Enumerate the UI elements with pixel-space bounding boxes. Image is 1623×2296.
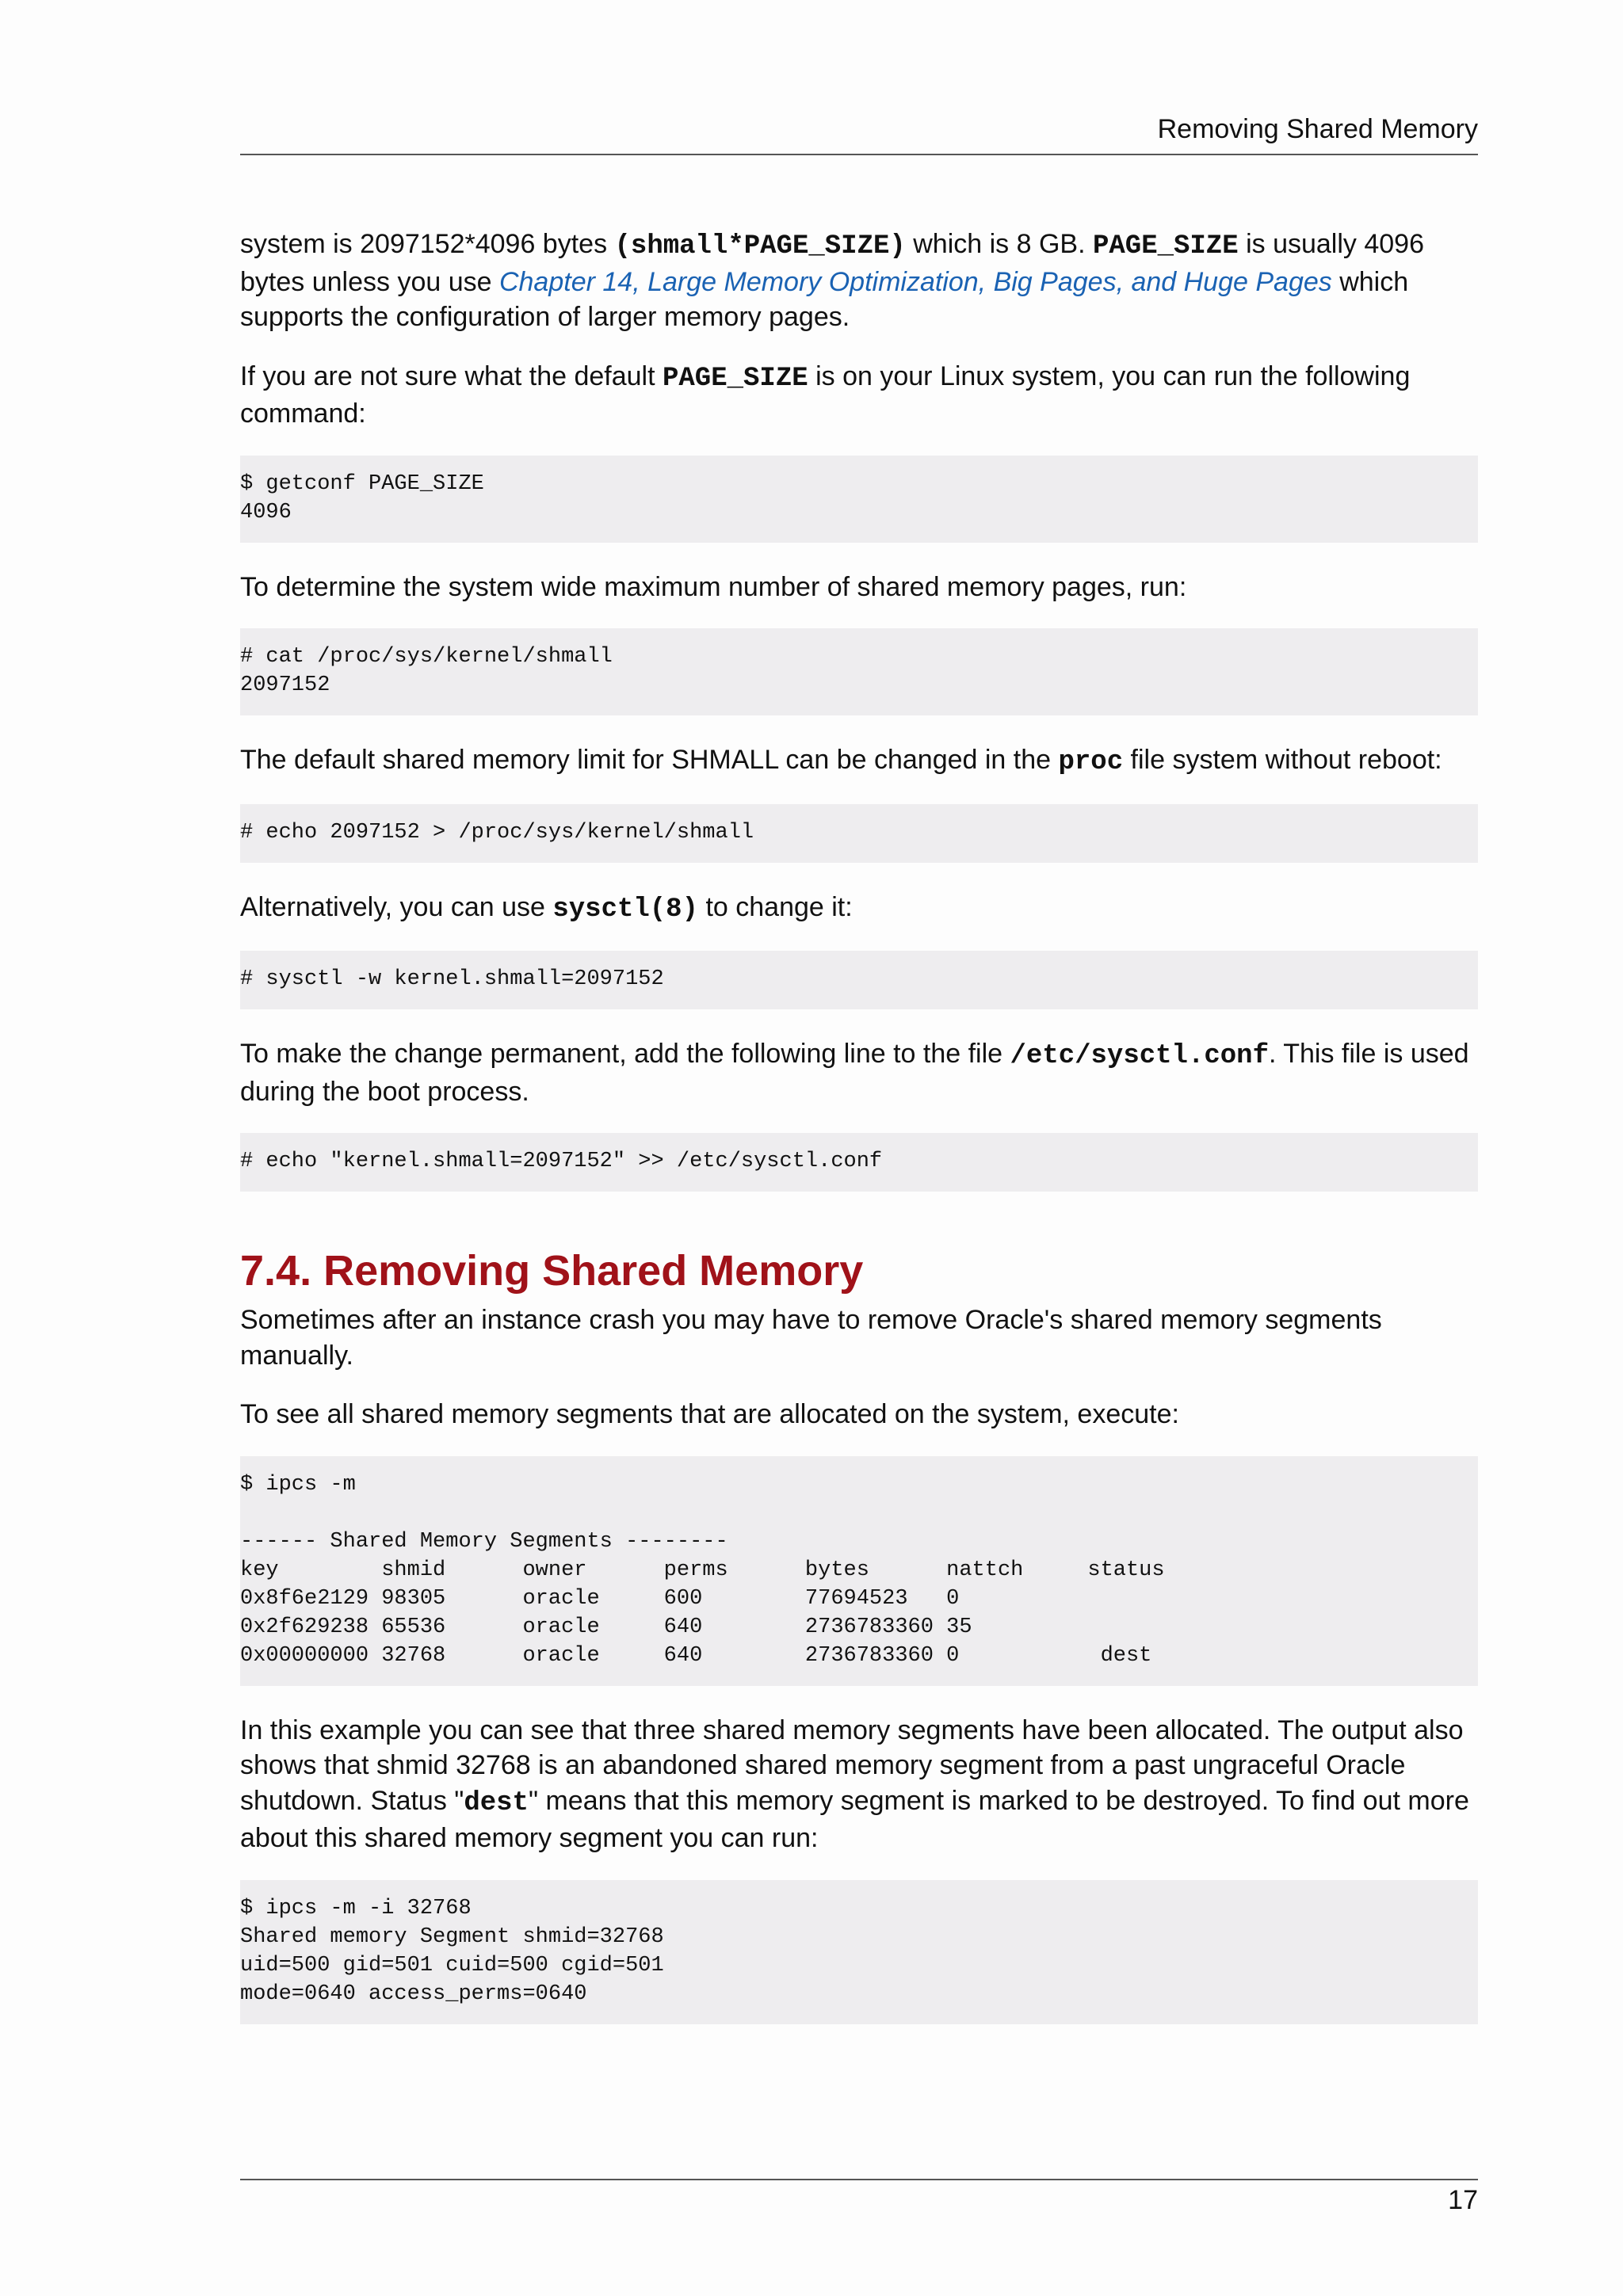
text: " means that this memory segment is marked to be destroyed. To find out more about this shared memory segment you can run: bbox=[240, 1785, 1469, 1853]
text: The default shared memory limit for SHMALL can be changed in the bbox=[240, 745, 1059, 775]
running-header: Removing Shared Memory bbox=[1157, 114, 1478, 144]
text: to change it: bbox=[698, 891, 853, 922]
paragraph-proc bbox=[240, 742, 1478, 780]
section-heading: 7.4. Removing Shared Memory bbox=[240, 1247, 864, 1295]
header-rule bbox=[240, 154, 1478, 155]
text: Alternatively, you can use bbox=[240, 891, 553, 922]
inline-code: PAGE_SIZE bbox=[1092, 231, 1239, 261]
text: file system without reboot: bbox=[1123, 745, 1442, 775]
inline-code: sysctl(8) bbox=[552, 894, 698, 925]
content bbox=[240, 227, 1478, 2051]
page-number: 17 bbox=[1448, 2185, 1478, 2215]
paragraph-permanent bbox=[240, 1036, 1478, 1109]
text: If you are not sure what the default bbox=[240, 360, 663, 391]
inline-code: dest bbox=[464, 1787, 529, 1818]
footer-rule bbox=[240, 2179, 1478, 2180]
code-block-sysctl: # sysctl -w kernel.shmall=2097152 bbox=[240, 951, 1478, 1009]
inline-code: proc bbox=[1058, 747, 1124, 777]
paragraph-see-segments: To see all shared memory segments that are allocated on the system, execute: bbox=[240, 1399, 1179, 1429]
text: system is 2097152*4096 bytes bbox=[240, 229, 615, 259]
code-block-echo-shmall: # echo 2097152 > /proc/sys/kernel/shmall bbox=[240, 804, 1478, 863]
text: In this example you can see that three shared memory segments have been allocated. The output also shows that shmid 32768 is an abandoned shared memory segment from a past ungraceful Oracle shutdown. Status " bbox=[240, 1714, 1464, 1816]
code-block-getconf: $ getconf PAGE_SIZE 4096 bbox=[240, 456, 1478, 543]
code-block-sysctl-conf: # echo "kernel.shmall=2097152" >> /etc/sysctl.conf bbox=[240, 1133, 1478, 1192]
inline-code: PAGE_SIZE bbox=[663, 363, 808, 394]
paragraph-example bbox=[240, 1713, 1478, 1856]
inline-code: (shmall*PAGE_SIZE) bbox=[614, 231, 906, 261]
text: is on your Linux system, you can run the following command: bbox=[240, 360, 1411, 429]
paragraph-max-pages: To determine the system wide maximum number of shared memory pages, run: bbox=[240, 571, 1187, 602]
code-block-cat-shmall: # cat /proc/sys/kernel/shmall 2097152 bbox=[240, 628, 1478, 715]
chapter-14-link[interactable]: Chapter 14, Large Memory Optimization, Big Pages, and Huge Pages bbox=[498, 266, 1332, 297]
paragraph-default-page-size bbox=[240, 359, 1478, 432]
paragraph-page-size bbox=[240, 227, 1478, 335]
paragraph-sysctl bbox=[240, 890, 1478, 928]
text: To make the change permanent, add the following line to the file bbox=[240, 1039, 1010, 1069]
paragraph-instance-crash: Sometimes after an instance crash you may have to remove Oracle's shared memory segments manually. bbox=[240, 1305, 1382, 1371]
text: . This file is used during the boot process. bbox=[240, 1039, 1469, 1107]
text: which is 8 GB. bbox=[905, 229, 1093, 259]
code-block-ipcs-info: $ ipcs -m -i 32768 Shared memory Segment shmid=32768 uid=500 gid=501 cuid=500 cgid=501 mode=0640 access_perms=0640 bbox=[240, 1880, 1478, 2024]
inline-code: /etc/sysctl.conf bbox=[1010, 1041, 1269, 1071]
text: which supports the configuration of larger memory pages. bbox=[240, 266, 1409, 332]
code-block-ipcs: $ ipcs -m ------ Shared Memory Segments -------- key shmid owner perms bytes nattch status 0x8f6e2129 98305 oracle 600 77694523 0 0x2f629238 65536 oracle 640 2736783360 35 0x00000000 32768 oracle 640 2736783360 0 dest bbox=[240, 1456, 1478, 1686]
text: is usually 4096 bytes unless you use bbox=[240, 229, 1424, 297]
